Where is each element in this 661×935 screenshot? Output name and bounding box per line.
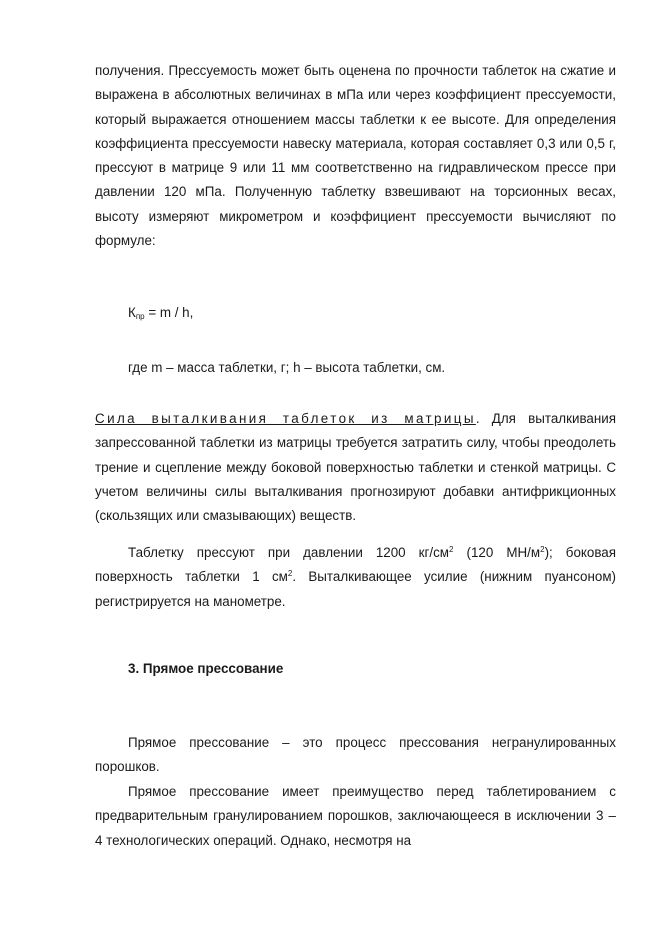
paragraph-ejection-force (95, 407, 616, 528)
pressing-text-2: (120 МН/м (453, 545, 541, 560)
formula-subscript: пр (135, 312, 145, 321)
ejection-force-text: . Для выталкивания запрессованной таблетки из матрицы требуется затратить силу, чтобы преодолеть трение и сцепление между боковой поверхностью таблетки и стенкой матрицы. С учетом величины силы выталкивания прогнозируют добавки антифрикционных (скользящих или смазывающих) веществ. (95, 411, 616, 524)
formula-rhs: = m / h, (144, 305, 194, 320)
formula-line (95, 301, 616, 325)
paragraph-compressibility: получения. Прессуемость может быть оценена по прочности таблеток на сжатие и выражена в абсолютных величинах в мПа или через коэффициент прессуемости, который выражается отношением массы таблетки к ее высоте. Для определения коэффициента прессуемости навеску материала, которая составляет 0,3 или 0,5 г, прессуют в матрице 9 или 11 мм соответственно на гидравлическом прессе при давлении 120 мПа. Полученную таблетку взвешивают на торсионных весах, высоту измеряют микрометром и коэффициент прессуемости вычисляют по формуле: (95, 63, 616, 249)
formula-lhs: К (128, 305, 136, 320)
pressing-text-4: . Выталкивающее усилие (нижним пуансоном) регистрируется на манометре. (95, 569, 616, 609)
pressing-text-1: Таблетку прессуют при давлении 1200 кг/см (128, 545, 450, 560)
section-heading: 3. Прямое прессование (128, 661, 284, 676)
paragraph-direct-pressing-advantage: Прямое прессование имеет преимущество перед таблетированием с предварительным гранулированием порошков, заключающееся в исключении 3 – 4 технологических операций. Однако, несмотря на (95, 784, 616, 848)
paragraph-pressing-conditions (95, 541, 616, 614)
ejection-force-heading: Сила выталкивания таблеток из матрицы (95, 411, 476, 426)
superscript-1: 2 (449, 545, 454, 554)
pressing-text-3: ); боковая поверхность таблетки 1 см (95, 545, 617, 585)
formula-legend: где m – масса таблетки, г; h – высота таблетки, см. (128, 360, 446, 375)
superscript-2: 2 (540, 545, 545, 554)
superscript-3: 2 (287, 569, 293, 579)
paragraph-direct-pressing-definition: Прямое прессование – это процесс прессования негранулированных порошков. (95, 735, 616, 775)
